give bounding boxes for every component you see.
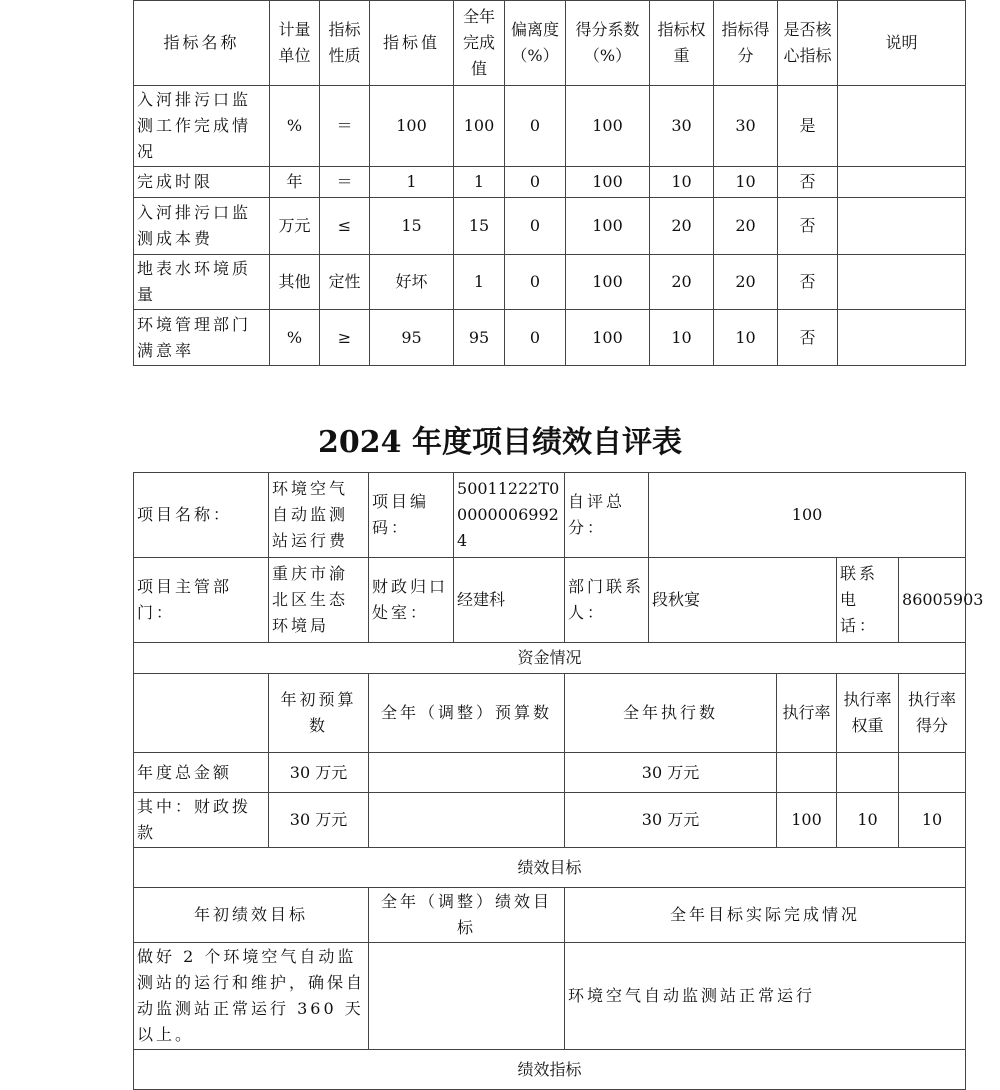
score: 10: [714, 310, 778, 366]
nature: 定性: [320, 255, 370, 310]
annual-value: 15: [454, 198, 505, 255]
deviation: 0: [505, 86, 566, 167]
header-indicator-name: 指标名称: [134, 1, 270, 86]
indicator-name: 入河排污口监测成本费: [134, 198, 270, 255]
deviation: 0: [505, 167, 566, 198]
note: [838, 86, 966, 167]
coefficient: 100: [566, 198, 650, 255]
project-code-label: 项目编码：: [369, 473, 454, 558]
dept: 重庆市渝北区生态环境局: [269, 558, 369, 643]
funds-rate-weight: 10: [837, 793, 899, 848]
indicator-table: [133, 0, 966, 366]
annual-value: 1: [454, 167, 505, 198]
self-score-label: 自评总分：: [565, 473, 649, 558]
score: 30: [714, 86, 778, 167]
page-title: 2024 年度项目绩效自评表: [318, 425, 682, 460]
contact-person-label: 部门联系人：: [565, 558, 649, 643]
indicator-name: 地表水环境质量: [134, 255, 270, 310]
phone: 86005903: [899, 558, 966, 643]
funds-rate-score: 10: [899, 793, 966, 848]
deviation: 0: [505, 198, 566, 255]
funds-col-rate: 执行率: [777, 674, 837, 753]
nature: ≥: [320, 310, 370, 366]
indicator-name: 完成时限: [134, 167, 270, 198]
is-core: 否: [778, 310, 838, 366]
nature: ＝: [320, 167, 370, 198]
note: [838, 310, 966, 366]
deviation: 0: [505, 310, 566, 366]
coefficient: 100: [566, 86, 650, 167]
table-row: [134, 167, 966, 198]
header-core: 是否核心指标: [778, 1, 838, 86]
unit: %: [270, 310, 320, 366]
deviation: 0: [505, 255, 566, 310]
funds-header: 资金情况: [134, 643, 966, 674]
project-name-label: 项目名称：: [134, 473, 269, 558]
goal-initial: 做好 2 个环境空气自动监测站的运行和维护，确保自动监测站正常运行 360 天以上。: [134, 943, 369, 1050]
finance-office-label: 财政归口处室：: [369, 558, 454, 643]
header-coefficient: 得分系数（%）: [566, 1, 650, 86]
is-core: 是: [778, 86, 838, 167]
project-info-row: [134, 473, 966, 558]
project-code: 50011222T000000069924: [454, 473, 565, 558]
funds-adjusted: [369, 753, 565, 793]
contact-person: 段秋宴: [649, 558, 837, 643]
unit: 年: [270, 167, 320, 198]
goal-header-row: [134, 888, 966, 943]
unit: %: [270, 86, 320, 167]
table-row: [134, 793, 966, 848]
funds-col-execution: 全年执行数: [565, 674, 777, 753]
funds-section-row: [134, 643, 966, 674]
funds-executed: 30 万元: [565, 793, 777, 848]
weight: 20: [650, 198, 714, 255]
goal-content-row: [134, 943, 966, 1050]
indicator-header-row: [134, 1, 966, 86]
header-deviation: 偏离度（%）: [505, 1, 566, 86]
header-value: 指标值: [370, 1, 454, 86]
is-core: 否: [778, 255, 838, 310]
note: [838, 198, 966, 255]
table-row: [134, 86, 966, 167]
self-evaluation-table: [133, 472, 984, 1090]
coefficient: 100: [566, 255, 650, 310]
unit: 万元: [270, 198, 320, 255]
finance-office: 经建科: [454, 558, 565, 643]
dept-label: 项目主管部门：: [134, 558, 269, 643]
funds-header-row: [134, 674, 966, 753]
funds-adjusted: [369, 793, 565, 848]
header-unit: 计量单位: [270, 1, 320, 86]
indicator-section-row: [134, 1050, 966, 1090]
funds-initial: 30 万元: [269, 793, 369, 848]
target-value: 15: [370, 198, 454, 255]
header-nature: 指标性质: [320, 1, 370, 86]
funds-col-rate-weight: 执行率权重: [837, 674, 899, 753]
funds-col-initial-budget: 年初预算数: [269, 674, 369, 753]
target-value: 好坏: [370, 255, 454, 310]
funds-row-label: 年度总金额: [134, 753, 269, 793]
goal-header: 绩效目标: [134, 848, 966, 888]
nature: ≤: [320, 198, 370, 255]
funds-rate-weight: [837, 753, 899, 793]
nature: ＝: [320, 86, 370, 167]
indicator-name: 入河排污口监测工作完成情况: [134, 86, 270, 167]
table-row: [134, 255, 966, 310]
funds-row-label: 其中：财政拨款: [134, 793, 269, 848]
goal-col-initial: 年初绩效目标: [134, 888, 369, 943]
table-row: [134, 753, 966, 793]
header-annual-value: 全年完成值: [454, 1, 505, 86]
score: 20: [714, 198, 778, 255]
coefficient: 100: [566, 310, 650, 366]
weight: 10: [650, 310, 714, 366]
phone-label: 联系电话：: [837, 558, 899, 643]
goal-adjusted: [369, 943, 565, 1050]
is-core: 否: [778, 167, 838, 198]
self-score: 100: [649, 473, 966, 558]
funds-executed: 30 万元: [565, 753, 777, 793]
unit: 其他: [270, 255, 320, 310]
weight: 30: [650, 86, 714, 167]
funds-rate: 100: [777, 793, 837, 848]
score: 10: [714, 167, 778, 198]
header-note: 说明: [838, 1, 966, 86]
target-value: 100: [370, 86, 454, 167]
coefficient: 100: [566, 167, 650, 198]
header-score: 指标得分: [714, 1, 778, 86]
funds-col-adjusted-budget: 全年（调整）预算数: [369, 674, 565, 753]
goal-col-actual: 全年目标实际完成情况: [565, 888, 966, 943]
funds-initial: 30 万元: [269, 753, 369, 793]
score: 20: [714, 255, 778, 310]
funds-col-blank: [134, 674, 269, 753]
is-core: 否: [778, 198, 838, 255]
funds-rate-score: [899, 753, 966, 793]
weight: 20: [650, 255, 714, 310]
weight: 10: [650, 167, 714, 198]
target-value: 1: [370, 167, 454, 198]
goal-actual: 环境空气自动监测站正常运行: [565, 943, 966, 1050]
note: [838, 167, 966, 198]
table-row: [134, 198, 966, 255]
annual-value: 95: [454, 310, 505, 366]
indicator-name: 环境管理部门满意率: [134, 310, 270, 366]
goal-col-adjusted: 全年（调整）绩效目标: [369, 888, 565, 943]
table-row: [134, 310, 966, 366]
indicator-header: 绩效指标: [134, 1050, 966, 1090]
goal-section-row: [134, 848, 966, 888]
project-name: 环境空气自动监测站运行费: [269, 473, 369, 558]
header-weight: 指标权重: [650, 1, 714, 86]
department-row: [134, 558, 966, 643]
funds-col-rate-score: 执行率得分: [899, 674, 966, 753]
annual-value: 1: [454, 255, 505, 310]
funds-rate: [777, 753, 837, 793]
annual-value: 100: [454, 86, 505, 167]
note: [838, 255, 966, 310]
target-value: 95: [370, 310, 454, 366]
